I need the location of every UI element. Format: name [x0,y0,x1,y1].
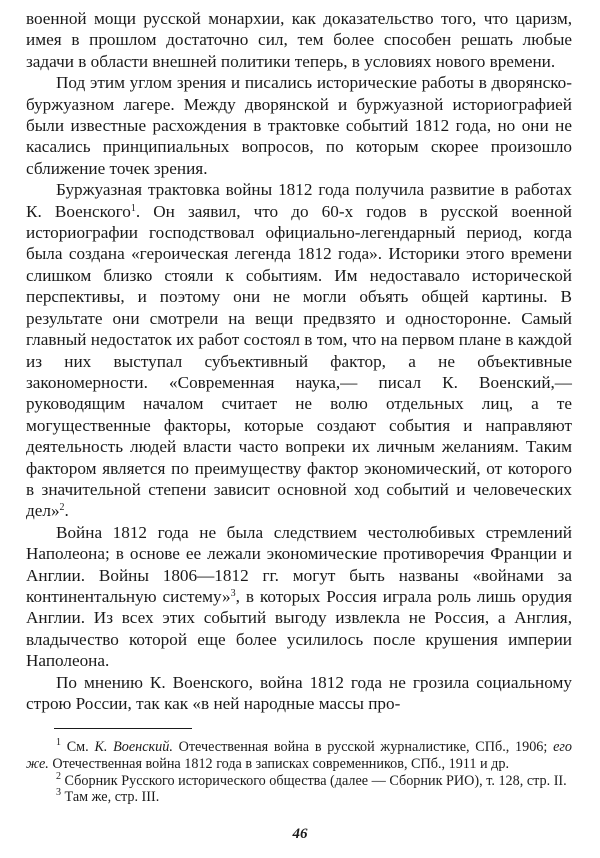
footnote-1-text-b: Отечественная война в русской журналистике, СПб., 1906; [172,739,554,756]
footnote-1 [26,739,572,772]
footnote-1-ibid: его же. [26,739,572,772]
footnote-1-author: К. Военский. [94,739,173,756]
footnote-divider [54,728,192,729]
paragraph-1: военной мощи русской монархии, как доказательство того, что царизм, имея в прошлом достаточно сил, тем более способен решать любые задачи в области внешней политики теперь, в условиях нового времени. [26,9,572,71]
footnote-1-text-a: См. [61,739,95,756]
paragraph-5: По мнению К. Военского, война 1812 года не грозила социальному строю России, так как «в ней народные массы про- [26,672,572,713]
footnote-1-mark: 1 [56,737,61,749]
paragraph-4 [26,522,572,672]
footnote-ref-2: 2 [59,502,65,514]
paragraph-4-text-b: , в которых Россия играла роль лишь орудия Англии. Из всех этих событий выгоду извлекла не Россия, а Англия, владычество которой еще более усилилось после крушения империи Наполеона. [26,586,572,671]
footnote-3 [26,789,572,806]
footnote-2-mark: 2 [56,770,61,782]
footnote-ref-1: 1 [130,202,136,214]
footnote-2 [26,770,572,790]
page-body [26,8,572,806]
paragraph-3-text-b: . Он заявил, что до 60-х годов в русской военной историографии господствовал официально-легендарный период, когда была создана «героическая легенда 1812 года». Историки этого времени слишком близко стояли к событиям. Им недоставало исторической перспективы, и поэтому они не могли объять общей картины. В результате они смотрели на вещи предвзято и односторонне. Самый главный недостаток их работ состоял в том, что на первом плане в каждой из них выступал субъективный фактор, а не объективные закономерности. «Современная наука,— писал К. Военский,— руководящим началом считает не волю отдельных лиц, а те могущественные факторы, которые создают события и направляют деятельность людей власти часто вопреки их личным желаниям. Таким фактором является по преимуществу фактор экономический, от которого в значительной степени зависит основной ход событий и человеческих дел» [26,201,572,521]
footnote-3-mark: 3 [56,787,61,799]
paragraph-3-text-a: Буржуазная трактовка войны 1812 года получила развитие в работах К. Военского [26,180,572,221]
paragraph-3-text-c: . [64,501,69,521]
footnote-1-text-c: Отечественная война 1812 года в записках современников, СПб., 1911 и др. [48,756,510,772]
page-number: 46 [292,826,308,842]
paragraph-2: Под этим углом зрения и писались исторические работы в дворянско-буржуазном лагере. Между дворянской и буржуазной историографией были известные расхождения в трактовке событий 1812 года, но они не касались принципиальных вопросов, по которым скорее произошло сближение точек зрения. [26,73,572,178]
paragraph-3 [26,179,572,522]
paragraph-4-text-a: Война 1812 года не была следствием честолюбивых стремлений Наполеона; в основе ее лежали экономические противоречия Франции и Англии. Войны 1806—1812 гг. могут быть названы «войнами за континентальную систему» [26,522,572,606]
footnote-2-text: Сборник Русского исторического общества (далее — Сборник РИО), т. 128, стр. II. [61,772,567,789]
footnote-3-text: Там же, стр. III. [61,789,160,806]
footnote-ref-3: 3 [230,587,236,599]
